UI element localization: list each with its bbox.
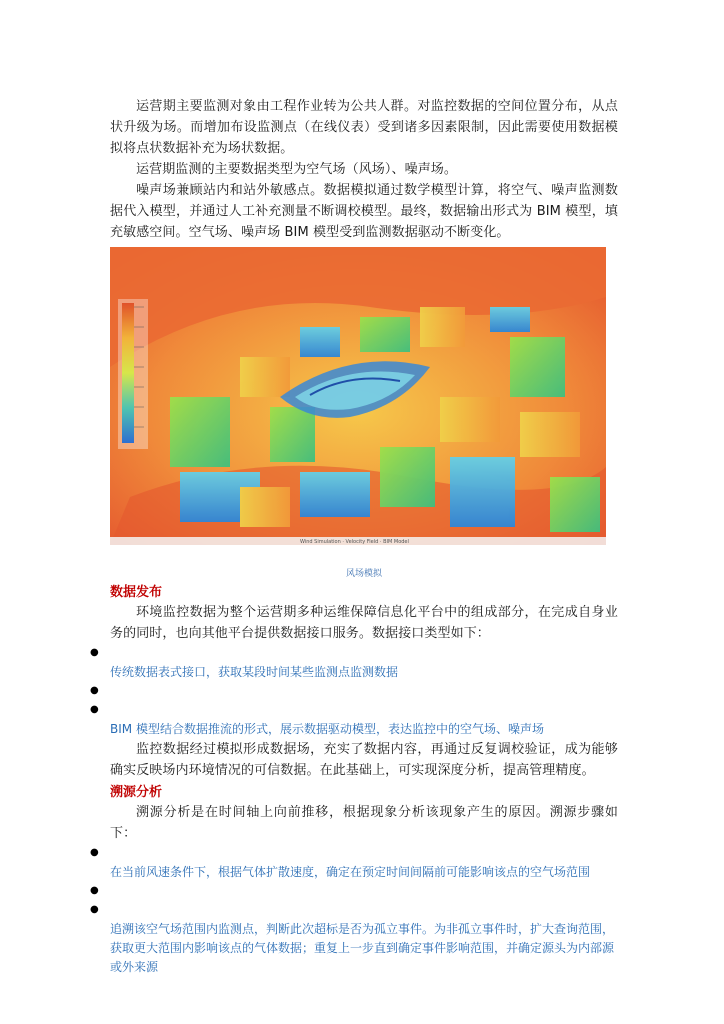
bullet-icon: ● bbox=[90, 704, 99, 715]
paragraph-data-release-intro: 环境监控数据为整个运营期多种运维保障信息化平台中的组成部分，在完成自身业务的同时，也向其他平台提供数据接口服务。数据接口类型如下： bbox=[110, 605, 618, 641]
paragraph-data-types: 运营期监测的主要数据类型为空气场（风场）、噪声场。 bbox=[136, 162, 458, 177]
paragraph-operation-monitoring: 运营期主要监测对象由工程作业转为公共人群。对监控数据的空间位置分布，从点状升级为场。而增加布设监测点（在线仪表）受到诸多因素限制，因此需要使用数据模拟将点状数据补充为场状数据。 bbox=[110, 99, 618, 156]
bullet-icon: ● bbox=[90, 904, 99, 915]
bullet-row bbox=[90, 701, 618, 720]
bullet-row bbox=[90, 644, 618, 663]
bullet-icon: ● bbox=[90, 847, 99, 858]
list-item-table-interface: 传统数据表式接口，获取某段时间某些监测点监测数据 bbox=[110, 665, 399, 679]
paragraph-noise-field: 噪声场兼顾站内和站外敏感点。数据模拟通过数学模型计算，将空气、噪声监测数据代入模型，并通过人工补充测量不断调校模型。最终，数据输出形式为 BIM 模型，填充敏感空间。空气场、噪声场 BIM 模型受到监测数据驱动不断变化。 bbox=[110, 183, 618, 240]
bullet-row bbox=[90, 901, 618, 920]
list-item-bim-stream: BIM 模型结合数据推流的形式，展示数据驱动模型，表达监控中的空气场、噪声场 bbox=[110, 722, 544, 736]
bullet-row bbox=[90, 882, 618, 901]
section-heading-trace-analysis: 溯源分析 bbox=[110, 785, 163, 800]
paragraph-data-release-outro: 监控数据经过模拟形成数据场，充实了数据内容，再通过反复调校验证，成为能够确实反映场内环境情况的可信数据。在此基础上，可实现深度分析，提高管理精度。 bbox=[110, 742, 618, 778]
bullet-row bbox=[90, 844, 618, 863]
document-page bbox=[90, 96, 618, 977]
bullet-icon: ● bbox=[90, 647, 99, 658]
list-item-trace-step-2: 追溯该空气场范围内监测点，判断此次超标是否为孤立事件。为非孤立事件时，扩大查询范围，获取更大范围内影响该点的气体数据；重复上一步直到确定事件影响范围，并确定源头为内部源或外来源 bbox=[110, 922, 615, 974]
figure-caption: 风场模拟 bbox=[345, 569, 382, 579]
figure-footer-text: Wind Simulation · Velocity Field · BIM Model bbox=[300, 539, 409, 545]
paragraph-trace-intro: 溯源分析是在时间轴上向前推移，根据现象分析该现象产生的原因。溯源步骤如下： bbox=[110, 805, 618, 841]
wind-field-image bbox=[110, 247, 606, 545]
bullet-row bbox=[90, 682, 618, 701]
list-item-trace-step-1: 在当前风速条件下，根据气体扩散速度，确定在预定时间间隔前可能影响该点的空气场范围 bbox=[110, 865, 591, 879]
bullet-icon: ● bbox=[90, 685, 99, 696]
wind-simulation-figure bbox=[110, 247, 606, 545]
bullet-icon: ● bbox=[90, 885, 99, 896]
section-heading-data-release: 数据发布 bbox=[110, 585, 163, 600]
